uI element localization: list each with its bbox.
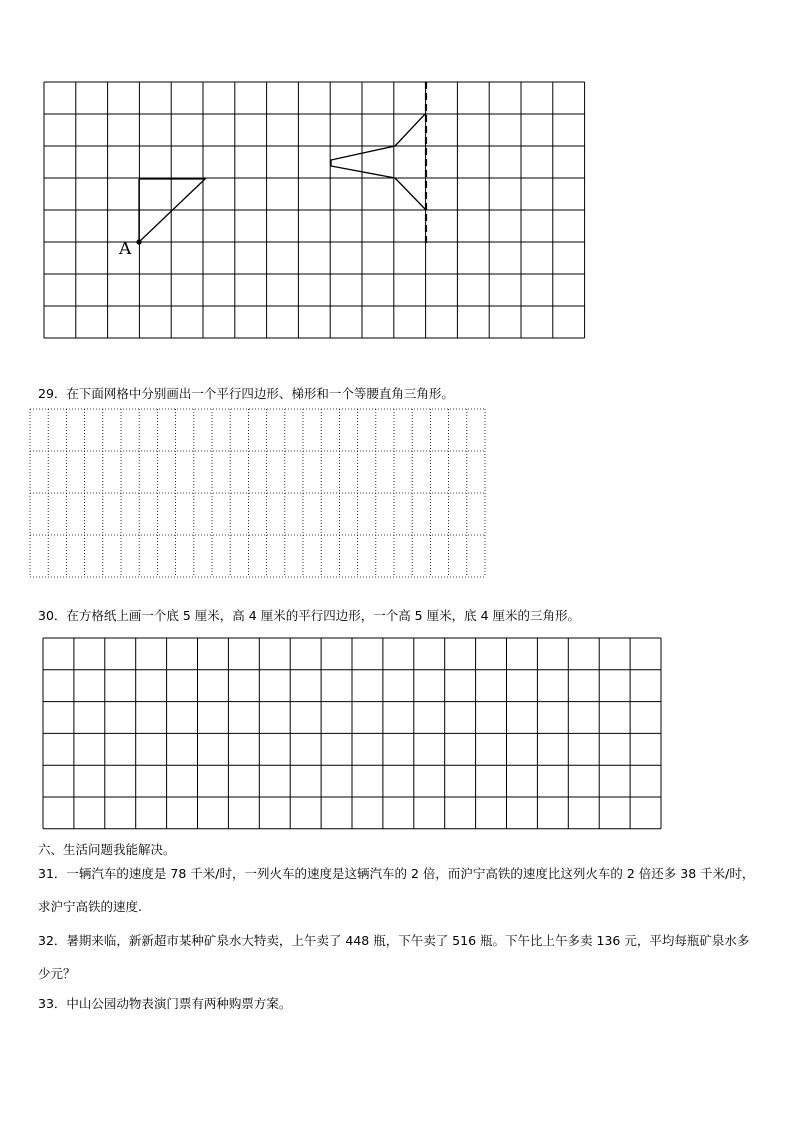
grid-2-dotted-lines	[30, 409, 485, 577]
point-a-label: A	[119, 239, 132, 259]
grid-3-lines	[43, 638, 661, 829]
point-a-dot	[136, 239, 141, 244]
problem-31: 31．一辆汽车的速度是 78 千米/时，一列火车的速度是这辆汽车的 2 倍，而沪宁高铁的速度比这列火车的 2 倍还多 38 千米/时，求沪宁高铁的速度.	[38, 866, 755, 914]
problem-32: 32．暑期来临，新新超市某种矿泉水大特卖，上午卖了 448 瓶，下午卖了 516 瓶。下午比上午多卖 136 元，平均每瓶矿泉水多少元？	[38, 933, 750, 981]
grid-1-lines	[44, 82, 585, 338]
problem-33: 33．中山公园动物表演门票有两种购票方案。	[38, 996, 292, 1011]
half-arrow-figure	[331, 113, 426, 210]
question-30: 30．在方格纸上画一个底 5 厘米，高 4 厘米的平行四边形，一个高 5 厘米，底 4 厘米的三角形。	[38, 608, 581, 623]
section-title: 六、生活问题我能解决。	[38, 842, 176, 857]
question-29: 29．在下面网格中分别画出一个平行四边形、梯形和一个等腰直角三角形。	[38, 386, 454, 401]
